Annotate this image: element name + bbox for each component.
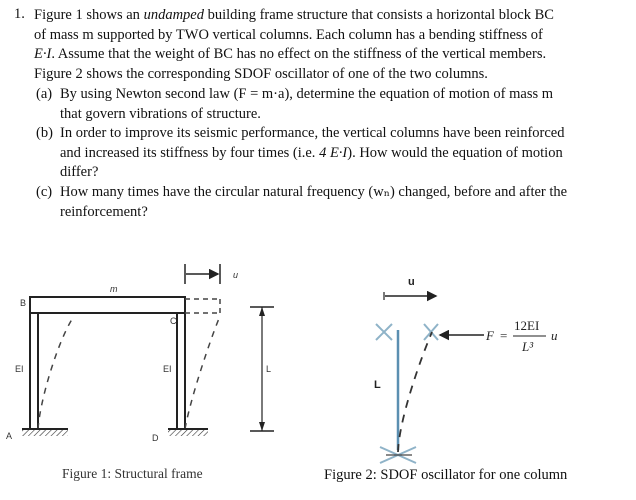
- deflected-shape-right: [185, 316, 220, 429]
- question-number: 1.: [14, 6, 25, 22]
- label-ei-right: EI: [163, 364, 172, 374]
- label-l: L: [266, 364, 272, 374]
- column-right: [177, 313, 185, 429]
- label-u: u: [233, 270, 239, 280]
- label-m: m: [110, 284, 118, 294]
- beam-bc: [30, 297, 185, 313]
- part-a-text: By using Newton second law (F = m·a), determine the equation of motion of mass m that govern vibrations of structure.: [60, 86, 554, 122]
- support-d: [168, 429, 208, 436]
- force-u-factor: u: [551, 328, 558, 343]
- part-c-label: (c): [36, 184, 53, 200]
- label-d: D: [152, 433, 159, 443]
- fig2-label-l: L: [374, 379, 381, 391]
- column-left: [30, 313, 38, 429]
- stem-line-1: Figure 1 shows an undamped building frame structure that consists a horizontal block BC: [34, 7, 554, 23]
- stem-line-3: E·I. Assume that the weight of BC has no effect on the stiffness of the vertical members.: [34, 46, 547, 63]
- part-c-text: How many times have the circular natural frequency (wₙ) changed, before and after the reinforcement?: [60, 184, 568, 220]
- figure2-oscillator: [374, 276, 558, 463]
- label-b: B: [20, 298, 27, 308]
- label-ei-left: EI: [15, 364, 24, 374]
- stem-line-2: of mass m supported by TWO vertical columns. Each column has a bending stiffness of: [34, 26, 543, 43]
- fig2-label-u: u: [408, 276, 415, 288]
- force-label-f: F: [486, 328, 494, 343]
- part-a-label: (a): [36, 86, 53, 102]
- figure2-caption: Figure 2: SDOF oscillator for one column: [324, 467, 568, 483]
- label-c: C: [170, 316, 177, 326]
- column-deflected: [398, 332, 432, 452]
- label-a: A: [6, 431, 13, 441]
- displaced-beam: [185, 299, 220, 313]
- force-numerator: 12EI: [514, 318, 540, 333]
- force-equals: =: [500, 328, 508, 343]
- deflected-shape-left: [38, 316, 74, 429]
- part-b-label: (b): [36, 125, 53, 141]
- support-a: [22, 429, 68, 436]
- figure1-frame: [6, 264, 274, 443]
- figure1-caption: Figure 1: Structural frame: [62, 466, 203, 481]
- stem-line-4: Figure 2 shows the corresponding SDOF oscillator of one of the two columns.: [34, 65, 488, 82]
- part-b-text: In order to improve its seismic performance, the vertical columns have been reinforced and increased its stiffness by four times (i.e. 4 E·I). How would the equation of motion differ?: [60, 125, 565, 181]
- force-denominator: L³: [522, 339, 534, 354]
